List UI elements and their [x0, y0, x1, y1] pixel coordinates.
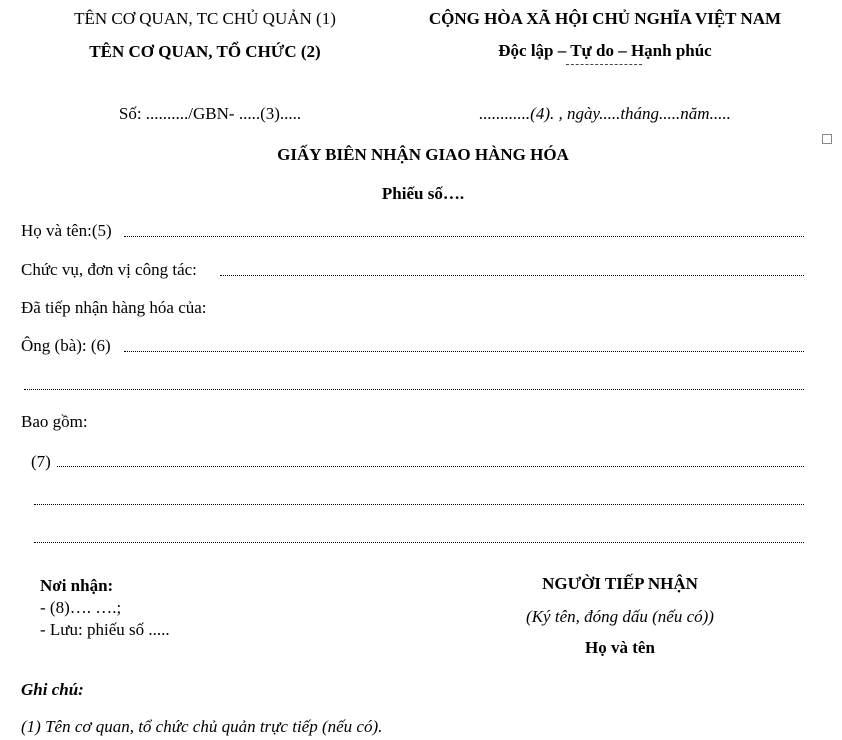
received-from-label: Đã tiếp nhận hàng hóa của: — [21, 298, 207, 317]
items-label: (7) — [31, 452, 51, 471]
receiver-name-label: Họ và tên — [585, 638, 655, 657]
archive-item: - Lưu: phiếu số ..... — [40, 620, 170, 639]
position-label: Chức vụ, đơn vị công tác: — [21, 260, 197, 279]
receiver-title: NGƯỜI TIẾP NHẬN — [542, 574, 698, 593]
includes-label: Bao gồm: — [21, 412, 88, 431]
checkbox-marker[interactable] — [822, 134, 832, 144]
place-date-line: ............(4). , ngày.....tháng.....năm..... — [479, 104, 731, 123]
recipient-item: - (8)…. ….; — [40, 598, 122, 617]
national-title: CỘNG HÒA XÃ HỘI CHỦ NGHĨA VIỆT NAM — [428, 9, 782, 28]
items-fill-line-2[interactable] — [34, 504, 804, 505]
document-title: GIẤY BIÊN NHẬN GIAO HÀNG HÓA — [277, 145, 569, 164]
items-fill-line-1[interactable] — [57, 466, 804, 467]
items-fill-line-3[interactable] — [34, 542, 804, 543]
position-fill-line[interactable] — [220, 275, 804, 276]
agency-name: TÊN CƠ QUAN, TỔ CHỨC (2) — [89, 42, 321, 61]
document-number: Số: ........../GBN- .....(3)..... — [118, 104, 302, 123]
sender-fill-line[interactable] — [124, 351, 804, 352]
motto-separator — [566, 64, 642, 65]
receiver-sign-note: (Ký tên, đóng dấu (nếu có)) — [526, 607, 714, 626]
national-motto: Độc lập – Tự do – Hạnh phúc — [498, 41, 712, 60]
name-fill-line[interactable] — [124, 236, 804, 237]
notes-title: Ghi chú: — [21, 680, 84, 699]
sender-fill-line-2[interactable] — [24, 389, 804, 390]
note-1: (1) Tên cơ quan, tổ chức chủ quản trực tiếp (nếu có). — [21, 717, 383, 736]
recipients-title: Nơi nhận: — [40, 576, 114, 595]
name-label: Họ và tên:(5) — [21, 221, 112, 240]
parent-agency-name: TÊN CƠ QUAN, TC CHỦ QUẢN (1) — [74, 9, 336, 28]
slip-number: Phiếu số…. — [381, 184, 465, 203]
sender-label: Ông (bà): (6) — [21, 336, 111, 355]
